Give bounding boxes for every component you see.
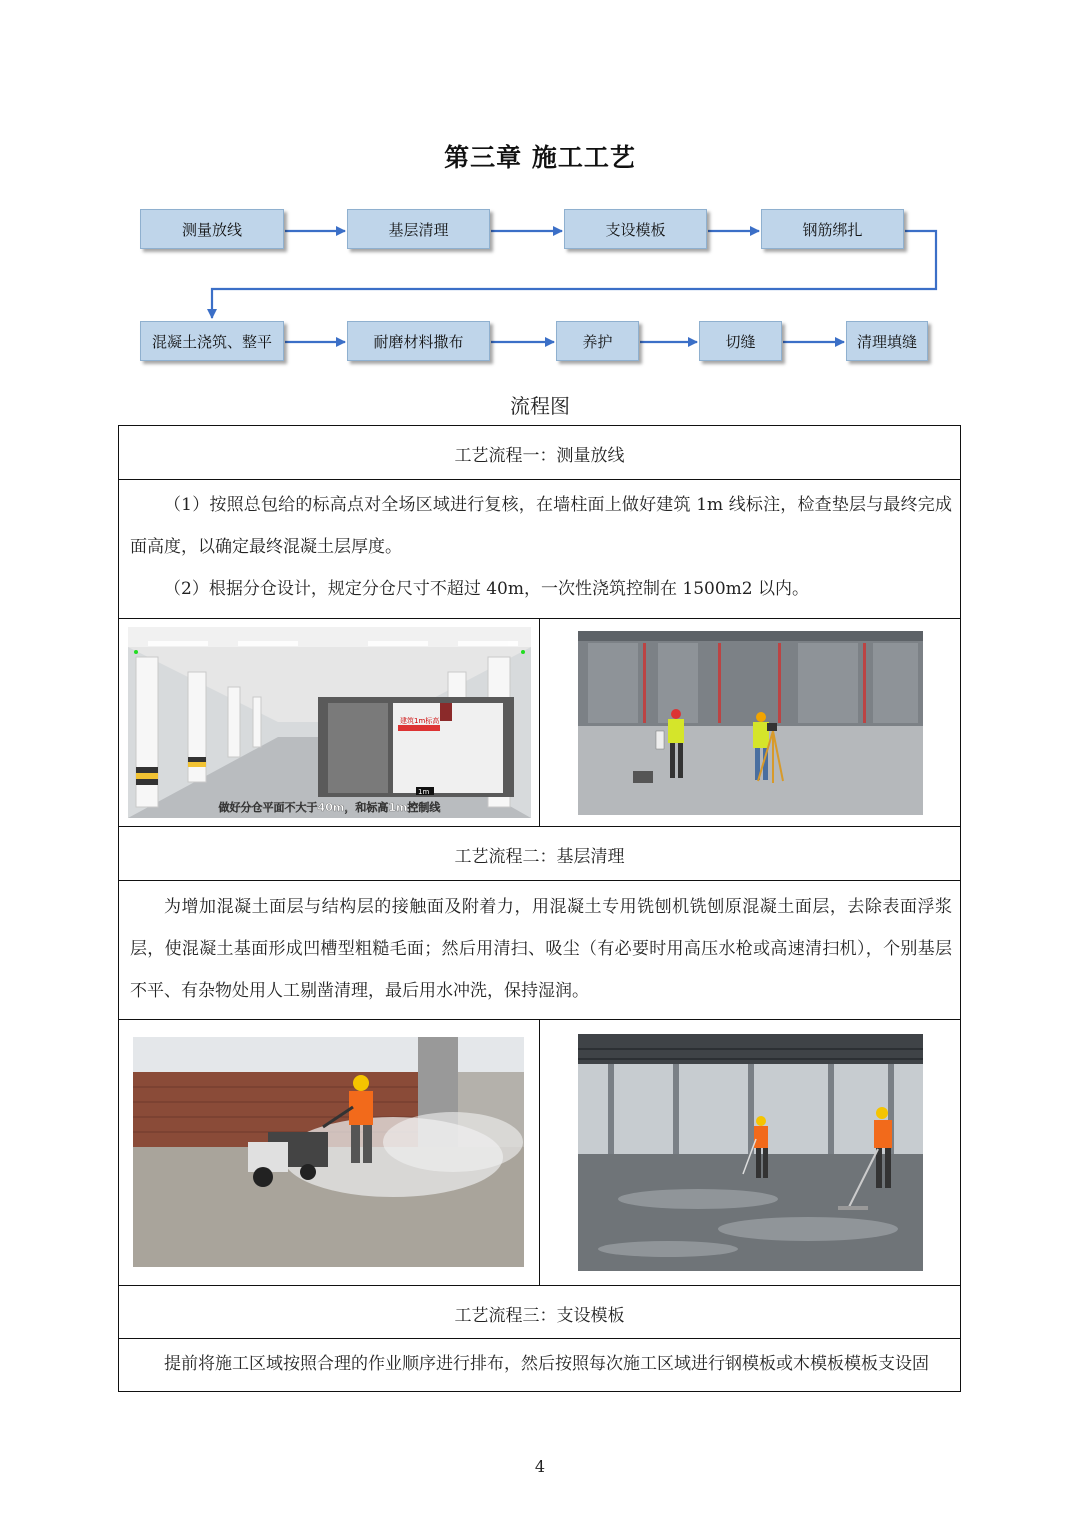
table-rule [118, 1285, 961, 1286]
flow-step-base-cleaning: 基层清理 [347, 209, 490, 249]
process-table [118, 425, 961, 1392]
page-number: 4 [534, 1457, 546, 1476]
section-heading-survey: 工艺流程一：测量放线 [454, 446, 625, 466]
photo-1m-tag: 1m [418, 788, 430, 796]
flow-step-curing: 养护 [556, 321, 639, 361]
photo-caption-text: 做好分仓平面不大于40m，和标高1m控制线 [218, 801, 441, 814]
flow-step-wear-material: 耐磨材料撒布 [347, 321, 490, 361]
flow-step-joint-filling: 清理填缝 [846, 321, 928, 361]
table-column-rule [539, 1019, 540, 1285]
photo-milling-machine [133, 1037, 524, 1267]
section-body-formwork [130, 1343, 952, 1385]
flow-step-formwork: 支设模板 [564, 209, 707, 249]
section-body-base-cleaning [130, 886, 952, 1012]
flow-step-cutting: 切缝 [699, 321, 782, 361]
photo-mark-label: 建筑1m标高 [400, 717, 440, 725]
section-body-survey [130, 484, 952, 610]
table-column-rule [539, 618, 540, 826]
section-heading-base-cleaning: 工艺流程二：基层清理 [454, 847, 625, 867]
table-rule [118, 880, 961, 881]
paragraph: （1）按照总包给的标高点对全场区域进行复核，在墙柱面上做好建筑 1m 线标注，检查垫层与最终完成面高度，以确定最终混凝土层厚度。 [130, 495, 952, 557]
chapter-title: 第三章 施工工艺 [444, 143, 636, 172]
table-rule [118, 1338, 961, 1339]
flow-step-survey: 测量放线 [140, 209, 284, 249]
paragraph: （2）根据分仓设计，规定分仓尺寸不超过 40m，一次性浇筑控制在 1500m2 以内。 [164, 579, 809, 599]
photo-water-washing [578, 1034, 923, 1271]
paragraph: 为增加混凝土面层与结构层的接触面及附着力，用混凝土专用铣刨机铣刨原混凝土面层，去除表面浮浆层，使混凝土基面形成凹槽型粗糙毛面；然后用清扫、吸尘（有必要时用高压水枪或高速清扫机），个别基层不平、有杂物处用人工剔凿清理，最后用水冲洗，保持湿润。 [130, 897, 952, 1001]
paragraph: 提前将施工区域按照合理的作业顺序进行排布，然后按照每次施工区域进行钢模板或木模板模板支设固 [164, 1354, 929, 1374]
flow-step-pouring: 混凝土浇筑、整平 [140, 321, 284, 361]
photo-surveying-workers [578, 631, 923, 815]
section-heading-formwork: 工艺流程三：支设模板 [454, 1306, 625, 1326]
table-rule [118, 479, 961, 480]
photo-garage-render [128, 627, 531, 818]
flow-step-rebar: 钢筋绑扎 [761, 209, 904, 249]
table-rule [118, 826, 961, 827]
flowchart-caption: 流程图 [510, 394, 570, 418]
